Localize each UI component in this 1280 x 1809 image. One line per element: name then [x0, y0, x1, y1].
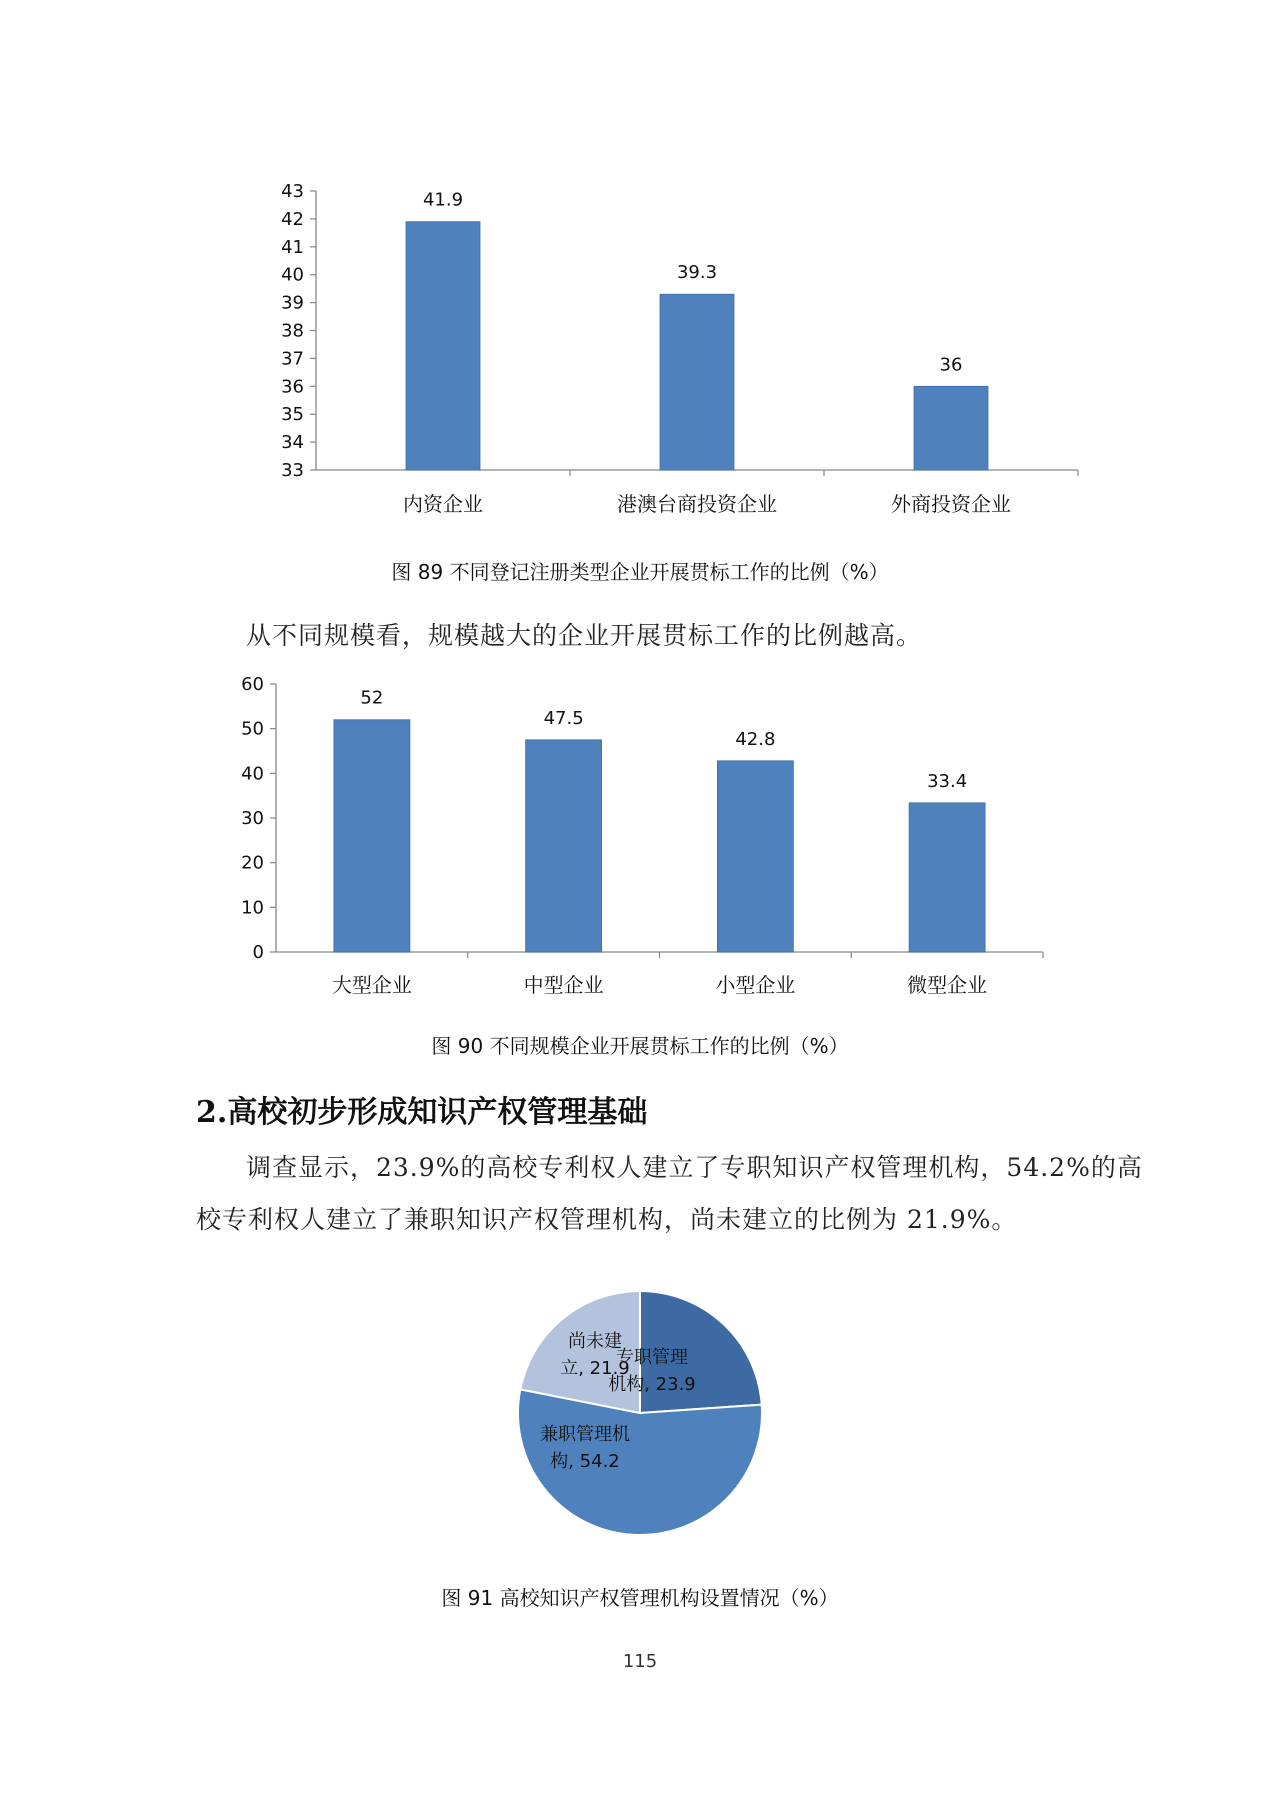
- chart-91-slices: [518, 1291, 762, 1535]
- bar-data-label: 42.8: [735, 728, 776, 750]
- chart-90: [0, 660, 1280, 1000]
- chart-91: [500, 1275, 800, 1545]
- bar: [660, 294, 734, 470]
- bar: [909, 803, 985, 952]
- figure-90-caption: 图 90 不同规模企业开展贯标工作的比例（%）: [431, 1034, 849, 1058]
- y-tick-label: 33: [281, 460, 304, 481]
- category-label: 小型企业: [715, 973, 796, 997]
- pie-slice-label-line1: 兼职管理机: [540, 1424, 630, 1445]
- bar: [334, 720, 410, 952]
- y-tick-label: 30: [241, 808, 264, 829]
- y-tick-label: 0: [252, 942, 264, 963]
- y-tick-label: 37: [281, 348, 304, 370]
- chart-90-bars: [334, 720, 985, 952]
- y-tick-label: 60: [241, 674, 264, 695]
- pie-slice-label-line1: 尚未建: [568, 1331, 622, 1352]
- chart-90-data-labels: [360, 688, 967, 792]
- category-label: 外商投资企业: [891, 492, 1011, 516]
- pie-slice-label-line2: 构, 54.2: [550, 1451, 620, 1472]
- category-label: 微型企业: [907, 973, 988, 997]
- category-label: 大型企业: [331, 973, 412, 997]
- figure-91-caption: 图 91 高校知识产权管理机构设置情况（%）: [441, 1586, 839, 1610]
- bar: [406, 222, 480, 470]
- figure-89-caption: 图 89 不同登记注册类型企业开展贯标工作的比例（%）: [391, 560, 889, 584]
- y-tick-label: 42: [281, 208, 304, 230]
- paragraph-survey-line1: 调查显示，23.9%的高校专利权人建立了专职知识产权管理机构，54.2%的高: [246, 1153, 1143, 1182]
- bar-data-label: 47.5: [543, 707, 584, 729]
- chart-89: [0, 0, 1280, 560]
- bar-data-label: 52: [360, 687, 384, 709]
- y-tick-label: 34: [281, 432, 304, 454]
- bar: [526, 740, 602, 952]
- y-tick-label: 41: [281, 236, 304, 258]
- page-number: 115: [622, 1651, 658, 1672]
- y-tick-label: 40: [241, 763, 264, 785]
- paragraph-scale: 从不同规模看，规模越大的企业开展贯标工作的比例越高。: [246, 621, 923, 650]
- section-heading: 2.高校初步形成知识产权管理基础: [196, 1095, 648, 1130]
- pie-slice-label-line1: 专职管理: [616, 1347, 688, 1368]
- chart-90-y-ticks: [241, 674, 276, 963]
- category-label: 港澳台商投资企业: [617, 492, 777, 516]
- category-label: 内资企业: [403, 492, 483, 516]
- bar-data-label: 41.9: [422, 189, 464, 211]
- y-tick-label: 10: [241, 897, 264, 919]
- bar-data-label: 39.3: [676, 262, 718, 284]
- y-tick-label: 36: [281, 376, 304, 398]
- pie-slice-label-line2: 机构, 23.9: [608, 1374, 696, 1395]
- chart-89-y-ticks: [281, 181, 316, 481]
- paragraph-survey-line2: 校专利权人建立了兼职知识产权管理机构，尚未建立的比例为 21.9%。: [196, 1205, 1018, 1234]
- y-tick-label: 35: [281, 404, 304, 426]
- y-tick-label: 40: [281, 264, 304, 286]
- y-tick-label: 39: [281, 292, 304, 314]
- bar-data-label: 33.4: [927, 770, 968, 792]
- bar: [717, 761, 793, 952]
- y-tick-label: 50: [241, 718, 264, 740]
- chart-90-categories: [332, 973, 987, 997]
- y-tick-label: 20: [241, 852, 264, 874]
- y-tick-label: 38: [281, 320, 304, 342]
- pie-slice-label-line2: 立, 21.9: [560, 1358, 630, 1379]
- category-label: 中型企业: [523, 973, 604, 997]
- bar: [914, 386, 988, 470]
- chart-89-bars: [406, 222, 988, 470]
- bar-data-label: 36: [939, 354, 963, 376]
- y-tick-label: 43: [281, 181, 304, 202]
- chart-89-categories: [403, 492, 1011, 516]
